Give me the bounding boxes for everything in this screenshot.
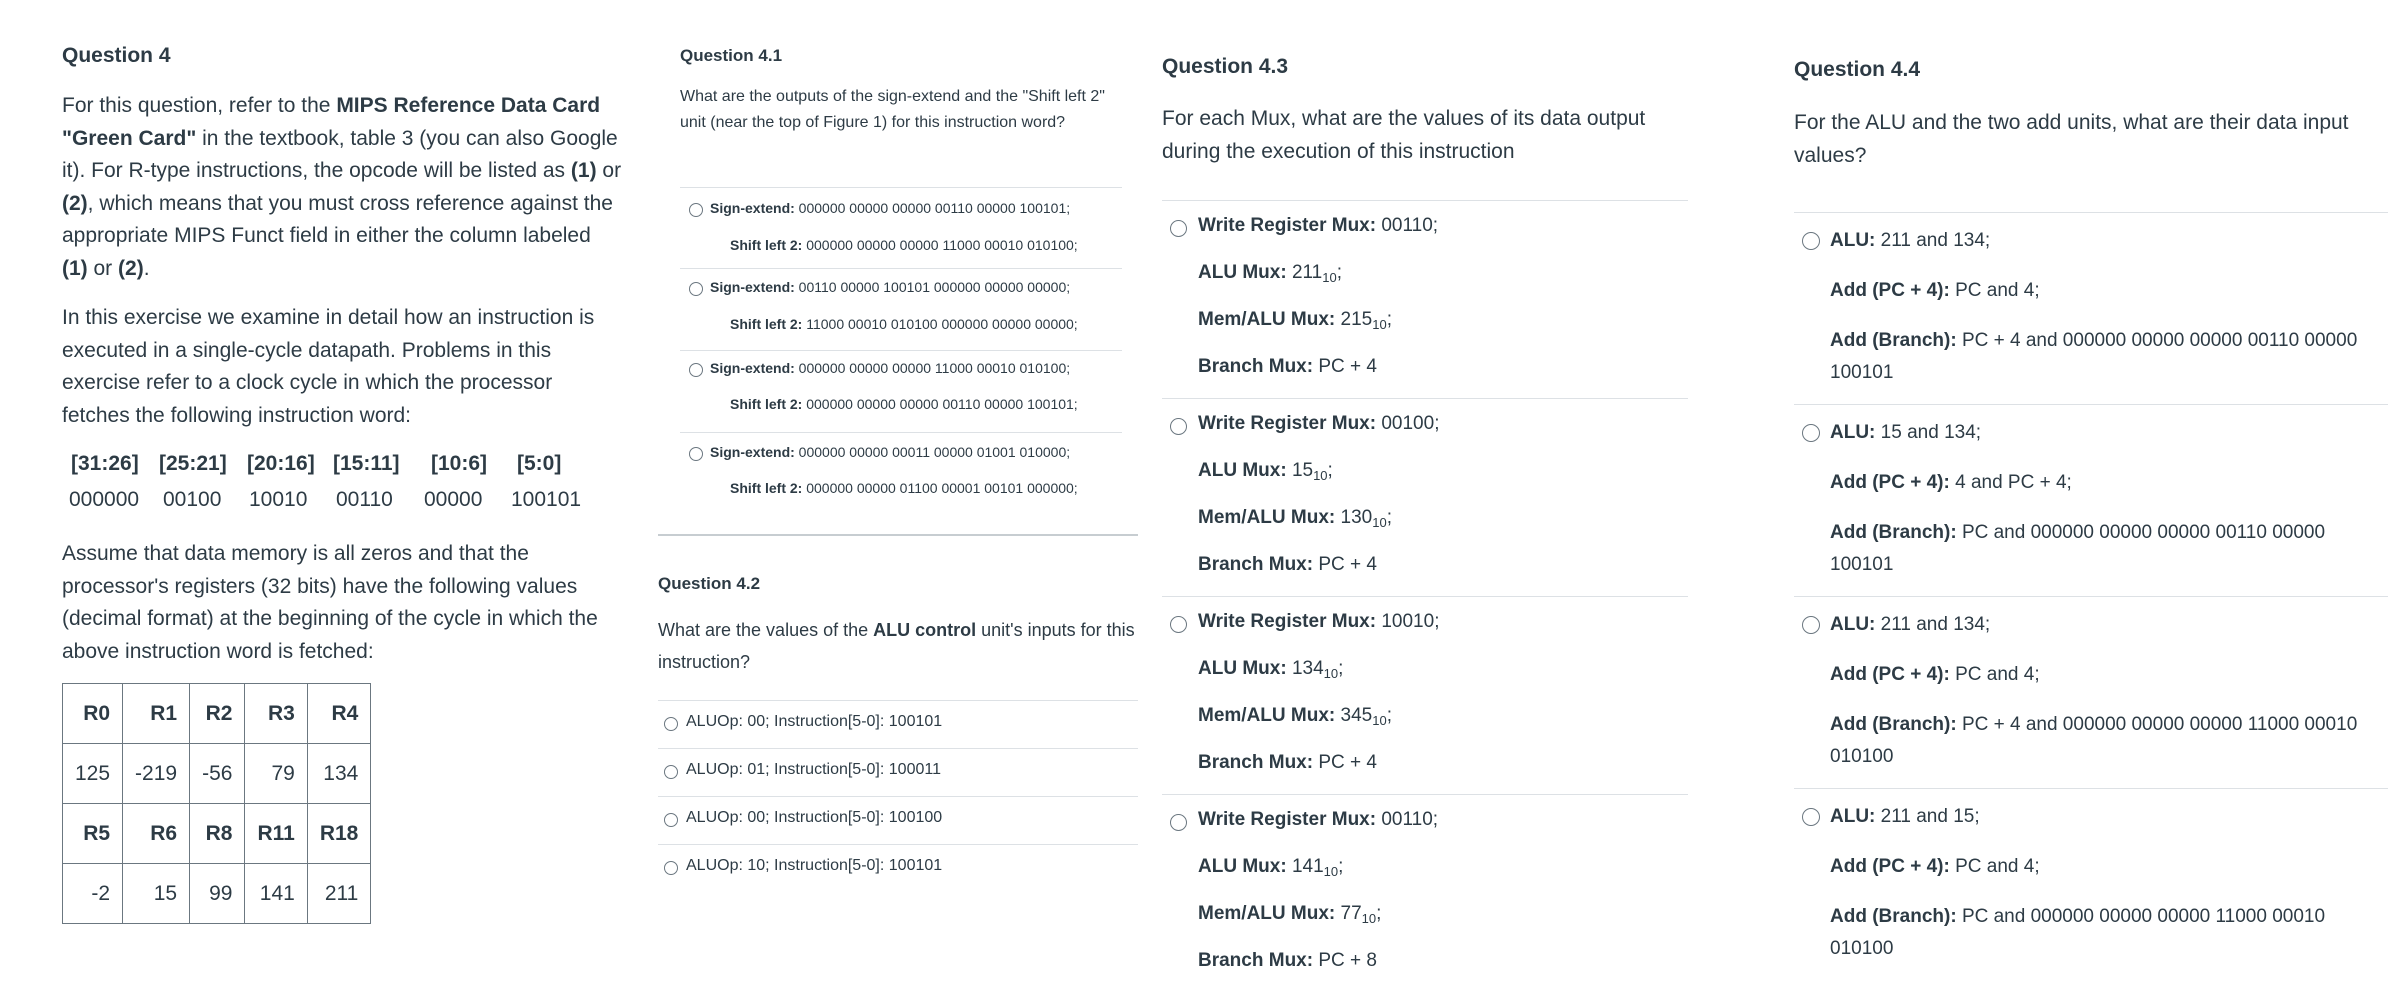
branch-mux-line (1198, 950, 1377, 972)
value: PC + 4 (1318, 356, 1377, 377)
shift-left-value: 000000 00000 00000 11000 00010 010100; (806, 237, 1078, 253)
radio-button[interactable] (1170, 220, 1187, 237)
shift-left-label: Shift left 2: (730, 316, 803, 332)
text: For this question, refer to the (62, 94, 337, 117)
opcode-1: (1) (570, 159, 597, 182)
value: 215 (1340, 309, 1373, 330)
bit-field: [15:11] (333, 452, 400, 475)
bit-field: [10:6] (431, 452, 488, 475)
label: Add (Branch): (1830, 714, 1957, 735)
shift-left-line (730, 237, 1078, 253)
alu-line (1830, 609, 1990, 641)
branch-mux-line (1198, 356, 1377, 378)
add-pc4-line (1830, 275, 2040, 307)
register-names-row (63, 684, 371, 744)
value: PC and 000000 00000 00000 00110 00000 100101 (1830, 522, 2326, 575)
value: PC and 4; (1955, 664, 2040, 685)
write-register-line (1198, 611, 1439, 633)
answer-option[interactable] (658, 844, 1138, 892)
value: PC + 4 (1318, 752, 1377, 773)
bit-field: [5:0] (517, 452, 562, 475)
radio-button[interactable] (1802, 616, 1820, 634)
write-register-line (1198, 215, 1438, 237)
register-value: 79 (245, 744, 307, 804)
value: 211 and 134; (1880, 230, 1991, 251)
alu-mux-line: ALU Mux: $141_{10}$; (1198, 856, 1344, 879)
column-2: (2) (118, 256, 144, 280)
text: What are the values of the (658, 620, 874, 640)
label: Write Register Mux: (1198, 215, 1377, 236)
question-4-title: Question 4 (62, 44, 171, 67)
base-subscript: 10 (1323, 864, 1339, 879)
bit-value: 10010 (249, 488, 308, 511)
answer-option[interactable] (1162, 596, 1688, 794)
add-branch-line (1830, 517, 2370, 581)
label: ALU Mux: (1198, 658, 1287, 679)
add-pc4-line (1830, 851, 2040, 883)
value: 00110; (1381, 215, 1439, 236)
label: Write Register Mux: (1198, 611, 1377, 632)
opcode-2: (2) (62, 191, 88, 215)
bit-field: [20:16] (247, 452, 315, 475)
shift-left-label: Shift left 2: (730, 237, 803, 253)
branch-mux-line (1198, 554, 1377, 576)
shift-left-value: 000000 00000 01100 00001 00101 000000; (806, 480, 1078, 496)
answer-option[interactable] (658, 748, 1138, 796)
radio-button[interactable] (1802, 808, 1820, 826)
shift-left-value: 000000 00000 00000 00110 00000 100101; (806, 396, 1078, 412)
radio-button[interactable] (689, 447, 703, 461)
bit-field: [31:26] (71, 452, 139, 475)
label: ALU Mux: (1198, 460, 1287, 481)
label: Branch Mux: (1198, 356, 1314, 377)
question-4-1-text: What are the outputs of the sign-extend and the "Shift left 2" unit (near the top of Figure 1) for this instruction word? (680, 88, 1105, 131)
alu-mux-line: ALU Mux: $134_{10}$; (1198, 658, 1344, 681)
shift-left-label: Shift left 2: (730, 480, 803, 496)
sign-extend-line (710, 200, 1070, 216)
register-name: R5 (63, 804, 123, 864)
label: ALU: (1830, 614, 1876, 635)
register-name: R3 (245, 684, 307, 744)
label: ALU: (1830, 230, 1876, 251)
add-branch-line (1830, 901, 2370, 965)
alu-mux-line: ALU Mux: $15_{10}$; (1198, 460, 1333, 483)
radio-button[interactable] (689, 363, 703, 377)
sign-extend-label: Sign-extend: (710, 279, 795, 295)
radio-button[interactable] (1802, 424, 1820, 442)
register-intro-paragraph: Assume that data memory is all zeros and that the processor's registers (32 bits) have the following values (decimal format) at the beginning of the cycle in which the above instruction word is fetched: (62, 542, 598, 663)
answer-option[interactable] (1162, 794, 1688, 992)
value: 00100; (1381, 413, 1440, 434)
value: 211 and 15; (1880, 806, 1980, 827)
question-4-2-title: Question 4.2 (658, 574, 761, 593)
value: 10010; (1381, 611, 1440, 632)
green-card-instructions (62, 90, 622, 285)
register-name: R11 (245, 804, 307, 864)
alu-mux-line: ALU Mux: $211_{10}$; (1198, 262, 1342, 285)
label: Branch Mux: (1198, 554, 1314, 575)
bit-value: 00100 (163, 488, 222, 511)
label: Branch Mux: (1198, 752, 1314, 773)
write-register-line (1198, 413, 1439, 435)
answer-option[interactable] (1794, 788, 2388, 980)
label: Add (Branch): (1830, 522, 1957, 543)
write-register-line (1198, 809, 1438, 831)
alu-line (1830, 801, 1980, 833)
mem-alu-mux-line: Mem/ALU Mux: $345_{10}$; (1198, 705, 1392, 728)
register-name: R2 (190, 684, 245, 744)
bit-field: [25:21] (159, 452, 227, 475)
bit-value: 000000 (69, 488, 140, 511)
base-subscript: 10 (1372, 713, 1387, 728)
sign-extend-value: 000000 00000 00000 11000 00010 010100; (798, 360, 1071, 376)
label: ALU Mux: (1198, 262, 1287, 283)
value: PC and 000000 00000 00000 11000 00010 010100 (1830, 906, 2326, 959)
alu-line (1830, 417, 1981, 449)
value: 134 (1291, 658, 1324, 679)
label: Write Register Mux: (1198, 413, 1377, 434)
register-value: 134 (307, 744, 371, 804)
register-value: 15 (123, 864, 190, 924)
sign-extend-line (710, 279, 1070, 295)
question-4-4-title: Question 4.4 (1794, 58, 1921, 81)
question-4-2-text (658, 614, 1138, 678)
radio-button[interactable] (664, 717, 678, 731)
sign-extend-label: Sign-extend: (710, 360, 795, 376)
value: PC + 4 and 000000 00000 00000 11000 00010 010100 (1830, 714, 2358, 767)
register-value: 141 (245, 864, 307, 924)
answer-option[interactable] (1162, 398, 1688, 596)
answer-option[interactable] (680, 187, 1122, 268)
radio-button[interactable] (664, 765, 678, 779)
shift-left-line (730, 316, 1078, 332)
answer-option[interactable] (658, 700, 1138, 748)
label: ALU Mux: (1198, 856, 1287, 877)
mem-alu-mux-line: Mem/ALU Mux: $130_{10}$; (1198, 507, 1392, 530)
value: PC and 4; (1955, 856, 2040, 877)
register-value: 125 (63, 744, 123, 804)
label: Add (PC + 4): (1830, 856, 1950, 877)
register-names-row (63, 804, 371, 864)
answer-option[interactable] (1794, 404, 2388, 596)
label: Mem/ALU Mux: (1198, 507, 1336, 528)
radio-button[interactable] (689, 203, 703, 217)
radio-button[interactable] (1170, 616, 1187, 633)
value: 141 (1291, 856, 1324, 877)
alu-control-term: ALU control (873, 620, 977, 640)
answer-option[interactable] (1794, 212, 2388, 404)
answer-option[interactable] (1162, 200, 1688, 398)
shift-left-line (730, 396, 1078, 412)
bit-value: 00000 (424, 488, 483, 511)
sign-extend-value: 00110 00000 100101 000000 00000 00000; (798, 279, 1071, 295)
label: Mem/ALU Mux: (1198, 309, 1336, 330)
sign-extend-value: 000000 00000 00000 00110 00000 100101; (798, 200, 1071, 216)
value: PC + 4 and 000000 00000 00000 00110 00000 100101 (1830, 330, 2358, 383)
base-subscript: 10 (1361, 911, 1377, 926)
mem-alu-mux-line: Mem/ALU Mux: $215_{10}$; (1198, 309, 1392, 332)
text: , which means that you must cross reference against the appropriate MIPS Funct field in either the column labeled (62, 191, 613, 247)
section-divider (658, 534, 1138, 536)
base-subscript: 10 (1372, 317, 1387, 332)
radio-button[interactable] (664, 861, 678, 875)
column-1: (1) (62, 256, 88, 280)
answer-option[interactable] (680, 268, 1122, 349)
label: Add (Branch): (1830, 330, 1957, 351)
sign-extend-label: Sign-extend: (710, 444, 795, 460)
text: or (87, 256, 119, 280)
sign-extend-label: Sign-extend: (710, 200, 795, 216)
radio-button[interactable] (1170, 418, 1187, 435)
alu-line (1830, 225, 1990, 257)
shift-left-label: Shift left 2: (730, 396, 803, 412)
register-name: R4 (307, 684, 371, 744)
branch-mux-line (1198, 752, 1377, 774)
shift-left-line (730, 480, 1078, 496)
register-name: R1 (123, 684, 190, 744)
value: 00110; (1381, 809, 1439, 830)
text: in the textbook, table 3 (you can also Google it). For R-type instructions, the opcode will be listed as (62, 126, 618, 182)
answer-option[interactable] (658, 796, 1138, 844)
bit-value: 100101 (511, 488, 582, 511)
label: ALU: (1830, 806, 1876, 827)
register-name: R6 (123, 804, 190, 864)
answer-option[interactable] (680, 350, 1122, 431)
label: Add (PC + 4): (1830, 280, 1950, 301)
base-subscript: 10 (1372, 515, 1387, 530)
base-subscript: 10 (1322, 270, 1337, 285)
label: Mem/ALU Mux: (1198, 903, 1336, 924)
register-name: R18 (307, 804, 371, 864)
question-4-3-text: For each Mux, what are the values of its data output during the execution of this instruction (1162, 107, 1646, 163)
add-pc4-line (1830, 659, 2040, 691)
register-value: -56 (190, 744, 245, 804)
text: unit's inputs for this instruction? (658, 620, 1135, 672)
label: Add (Branch): (1830, 906, 1957, 927)
base-subscript: 10 (1313, 468, 1328, 483)
question-4-3-title: Question 4.3 (1162, 55, 1289, 78)
question-4-1-title: Question 4.1 (680, 46, 783, 65)
text: . (143, 256, 150, 280)
add-branch-line (1830, 325, 2370, 389)
value: 4 and PC + 4; (1955, 472, 2072, 493)
sign-extend-line (710, 360, 1070, 376)
register-values-row (63, 864, 371, 924)
shift-left-value: 11000 00010 010100 000000 00000 00000; (806, 316, 1078, 332)
value: 15 (1291, 460, 1314, 481)
bit-value: 00110 (336, 488, 393, 511)
option-text: ALUOp: 00; Instruction[5-0]: 100100 (686, 809, 943, 826)
label: Add (PC + 4): (1830, 472, 1950, 493)
register-value: 99 (190, 864, 245, 924)
label: Mem/ALU Mux: (1198, 705, 1336, 726)
radio-button[interactable] (689, 282, 703, 296)
option-text: ALUOp: 10; Instruction[5-0]: 100101 (686, 857, 943, 874)
value: 130 (1340, 507, 1373, 528)
sign-extend-value: 000000 00000 00011 00000 01001 010000; (798, 444, 1071, 460)
value: PC + 4 (1318, 554, 1377, 575)
add-branch-line (1830, 709, 2370, 773)
option-text: ALUOp: 00; Instruction[5-0]: 100101 (686, 713, 943, 730)
radio-button[interactable] (664, 813, 678, 827)
label: ALU: (1830, 422, 1876, 443)
register-value: -2 (63, 864, 123, 924)
label: Add (PC + 4): (1830, 664, 1950, 685)
label: Write Register Mux: (1198, 809, 1377, 830)
register-name: R8 (190, 804, 245, 864)
question-4-4-text: For the ALU and the two add units, what are their data input values? (1794, 111, 2349, 167)
register-values-table (62, 683, 371, 924)
value: 77 (1340, 903, 1362, 924)
datapath-intro-paragraph: In this exercise we examine in detail how an instruction is executed in a single-cycle datapath. Problems in this exercise refer to a clock cycle in which the processor fetches the following instruction word: (62, 306, 595, 427)
value: 211 and 134; (1880, 614, 1991, 635)
value: 345 (1340, 705, 1373, 726)
register-values-row (63, 744, 371, 804)
value: PC and 4; (1955, 280, 2040, 301)
register-value: 211 (307, 864, 371, 924)
value: 211 (1291, 262, 1323, 283)
mem-alu-mux-line: Mem/ALU Mux: $77_{10}$; (1198, 903, 1382, 926)
add-pc4-line (1830, 467, 2072, 499)
label: Branch Mux: (1198, 950, 1314, 971)
value: PC + 8 (1318, 950, 1377, 971)
register-name: R0 (63, 684, 123, 744)
text: or (596, 159, 622, 182)
radio-button[interactable] (1170, 814, 1187, 831)
value: 15 and 134; (1880, 422, 1982, 443)
option-text: ALUOp: 01; Instruction[5-0]: 100011 (686, 761, 941, 778)
register-value: -219 (123, 744, 190, 804)
answer-option[interactable] (1794, 596, 2388, 788)
radio-button[interactable] (1802, 232, 1820, 250)
sign-extend-line (710, 444, 1070, 460)
green-card-ref: MIPS Reference Data Card "Green Card" (62, 94, 601, 150)
base-subscript: 10 (1323, 666, 1339, 681)
answer-option[interactable] (680, 432, 1122, 513)
